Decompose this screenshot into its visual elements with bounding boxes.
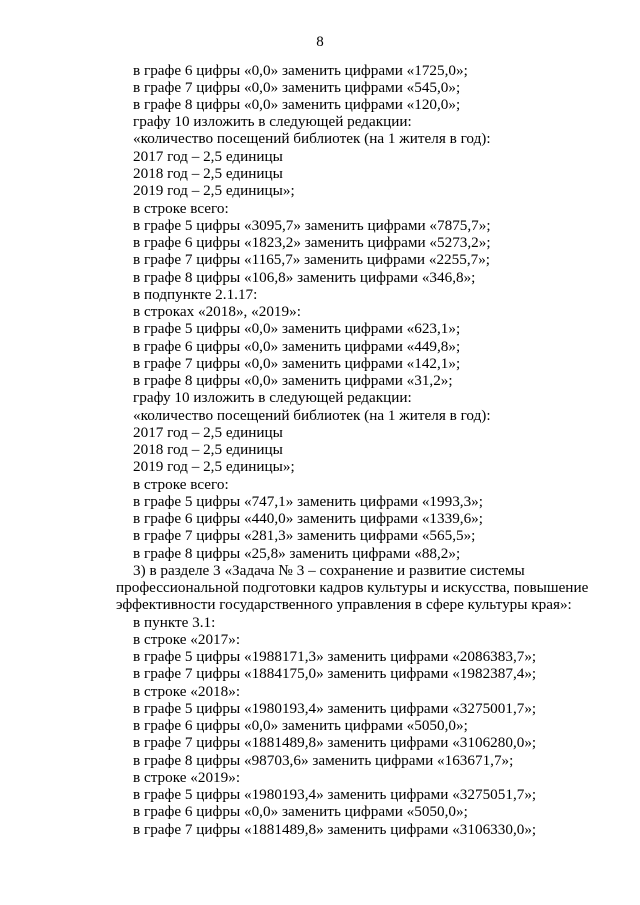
text-line: в графе 7 цифры «1881489,8» заменить цифрами «3106330,0»; <box>133 821 537 838</box>
text-line: 2018 год – 2,5 единицы <box>133 165 283 182</box>
text-line: в графе 8 цифры «0,0» заменить цифрами «120,0»; <box>133 96 461 113</box>
text-line: графу 10 изложить в следующей редакции: <box>133 389 412 406</box>
text-line: в графе 5 цифры «1980193,4» заменить цифрами «3275051,7»; <box>133 786 537 803</box>
text-line: в строке всего: <box>133 476 229 493</box>
text-line: в строке всего: <box>133 200 229 217</box>
text-line: в подпункте 2.1.17: <box>133 286 258 303</box>
text-line: в графе 6 цифры «440,0» заменить цифрами «1339,6»; <box>133 510 483 527</box>
text-line: 2019 год – 2,5 единицы»; <box>133 182 295 199</box>
text-line: в строке «2018»: <box>133 683 241 700</box>
paragraph-line: 3) в разделе 3 «Задача № 3 – сохранение и развитие системы <box>133 562 525 579</box>
text-line: в графе 5 цифры «747,1» заменить цифрами «1993,3»; <box>133 493 483 510</box>
text-line: в графе 5 цифры «1980193,4» заменить цифрами «3275001,7»; <box>133 700 537 717</box>
text-line: в графе 6 цифры «1823,2» заменить цифрами «5273,2»; <box>133 234 491 251</box>
text-line: в графе 7 цифры «1165,7» заменить цифрами «2255,7»; <box>133 251 491 268</box>
text-line: в графе 5 цифры «0,0» заменить цифрами «623,1»; <box>133 320 461 337</box>
text-line: в строке «2017»: <box>133 631 241 648</box>
text-line: в пункте 3.1: <box>133 614 216 631</box>
text-line: 2019 год – 2,5 единицы»; <box>133 458 295 475</box>
text-line: в графе 8 цифры «0,0» заменить цифрами «31,2»; <box>133 372 453 389</box>
text-line: графу 10 изложить в следующей редакции: <box>133 113 412 130</box>
text-line: в графе 8 цифры «25,8» заменить цифрами «88,2»; <box>133 545 461 562</box>
text-line: 2017 год – 2,5 единицы <box>133 148 283 165</box>
text-line: в графе 5 цифры «1988171,3» заменить цифрами «2086383,7»; <box>133 648 537 665</box>
text-line: 2018 год – 2,5 единицы <box>133 441 283 458</box>
text-line: в графе 7 цифры «1881489,8» заменить цифрами «3106280,0»; <box>133 734 537 751</box>
text-line: в графе 8 цифры «106,8» заменить цифрами «346,8»; <box>133 269 476 286</box>
text-line: в графе 8 цифры «98703,6» заменить цифрами «163671,7»; <box>133 752 514 769</box>
text-line: в графе 6 цифры «0,0» заменить цифрами «5050,0»; <box>133 803 468 820</box>
text-line: в графе 7 цифры «0,0» заменить цифрами «545,0»; <box>133 79 461 96</box>
text-line: в графе 6 цифры «0,0» заменить цифрами «5050,0»; <box>133 717 468 734</box>
text-line: в графе 6 цифры «0,0» заменить цифрами «449,8»; <box>133 338 461 355</box>
text-line: «количество посещений библиотек (на 1 жителя в год): <box>133 130 491 147</box>
paragraph-line: эффективности государственного управления в сфере культуры края»: <box>116 596 572 613</box>
text-line: в графе 5 цифры «3095,7» заменить цифрами «7875,7»; <box>133 217 491 234</box>
text-line: в графе 7 цифры «1884175,0» заменить цифрами «1982387,4»; <box>133 665 537 682</box>
text-line: в строках «2018», «2019»: <box>133 303 301 320</box>
page-number: 8 <box>316 34 324 50</box>
text-line: в графе 7 цифры «281,3» заменить цифрами «565,5»; <box>133 527 476 544</box>
text-line: в строке «2019»: <box>133 769 241 786</box>
text-line: «количество посещений библиотек (на 1 жителя в год): <box>133 407 491 424</box>
text-line: 2017 год – 2,5 единицы <box>133 424 283 441</box>
paragraph-line: профессиональной подготовки кадров культуры и искусства, повышение <box>116 579 589 596</box>
text-line: в графе 7 цифры «0,0» заменить цифрами «142,1»; <box>133 355 461 372</box>
text-line: в графе 6 цифры «0,0» заменить цифрами «1725,0»; <box>133 62 468 79</box>
